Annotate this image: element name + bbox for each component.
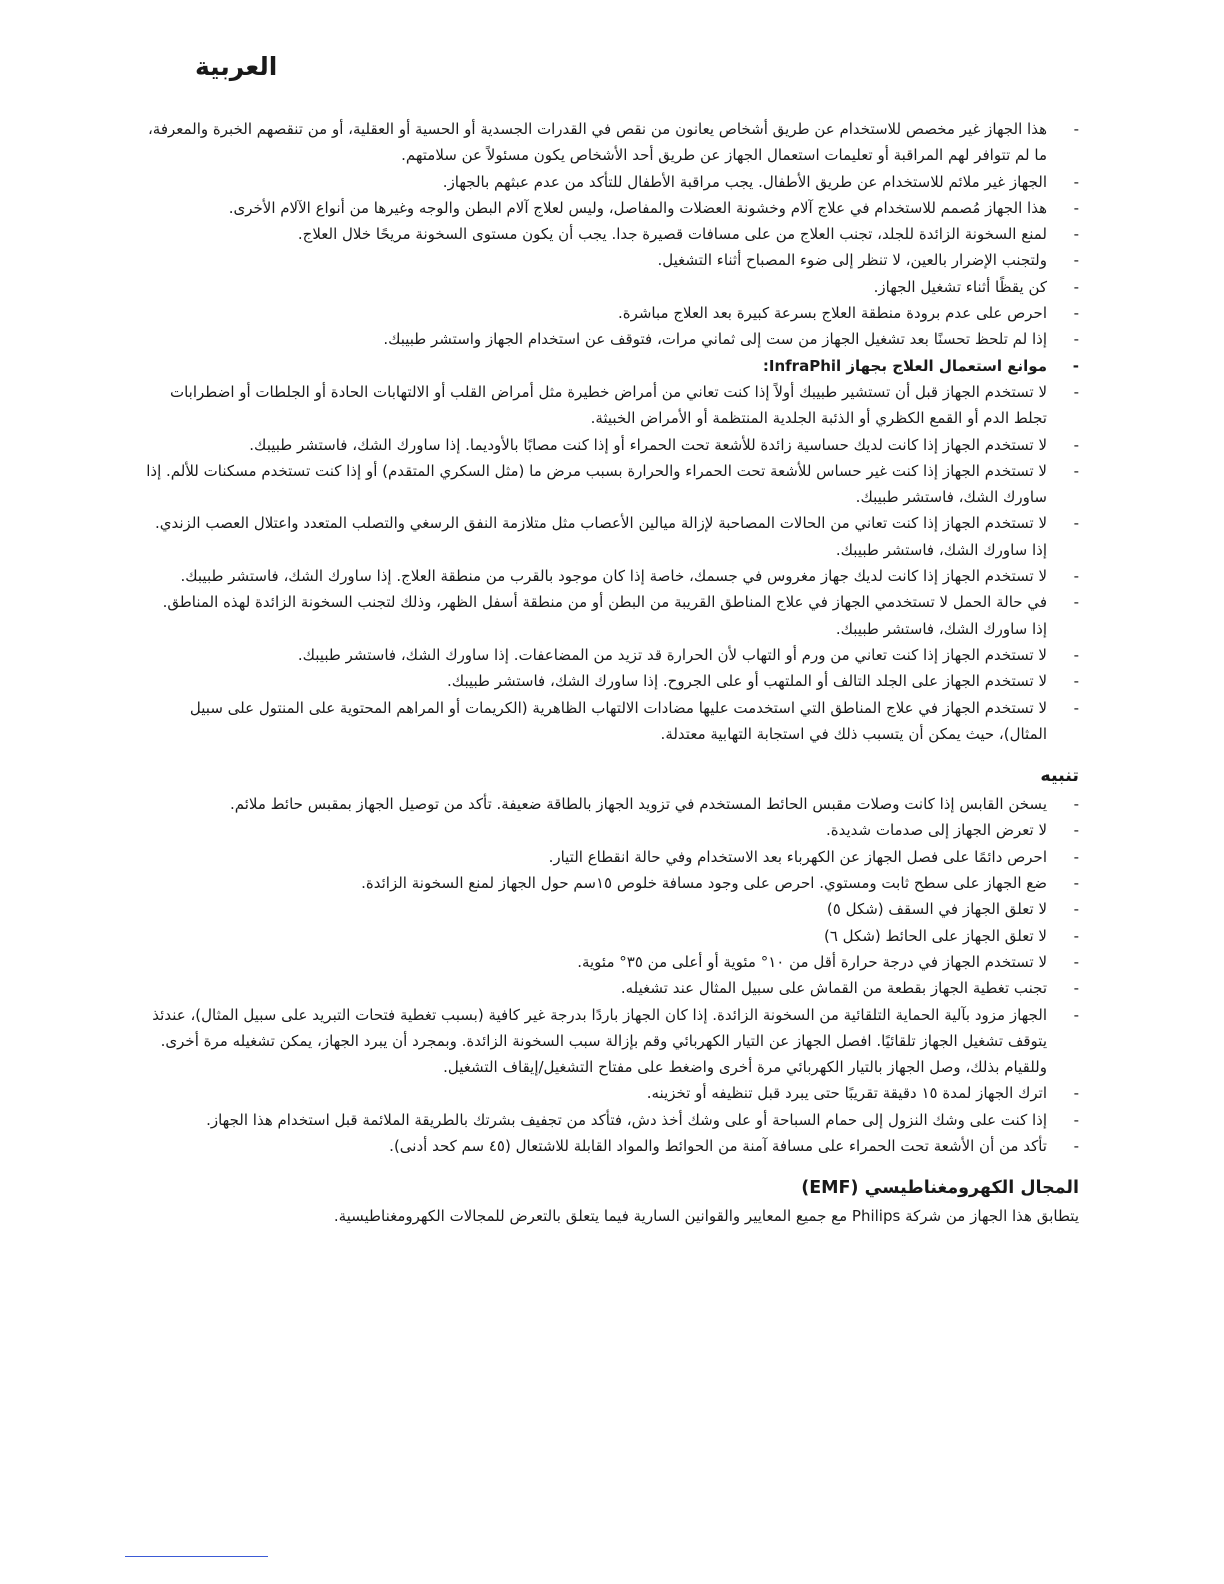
list-item: - تأكد من أن الأشعة تحت الحمراء على مسافة آمنة من الحوائط والمواد القابلة للاشتعال (٤٥ سم كحد أدنى).	[144, 1133, 1079, 1159]
list-item: - اترك الجهاز لمدة ١٥ دقيقة تقريبًا حتى يبرد قبل تنظيفه أو تخزينه.	[144, 1080, 1079, 1106]
list-item: - لا تستخدم الجهاز قبل أن تستشير طبيبك أولاً إذا كنت تعاني من أمراض خطيرة مثل أمراض القلب أو الالتهابات الحادة أو الجلطات أو اضطرابات تجلط الدم أو القمع الكظري أو الذئبة الجلدية المنتظمة أو الأمراض الخبيثة.	[144, 379, 1079, 432]
list-item: - لا تستخدم الجهاز إذا كنت تعاني من ورم أو التهاب لأن الحرارة قد تزيد من المضاعفات. إذا ساورك الشك، فاستشر طبيبك.	[144, 642, 1079, 668]
list-item: - إذا لم تلحظ تحسنًا بعد تشغيل الجهاز من ست إلى ثماني مرات، فتوقف عن استخدام الجهاز واستشر طبيبك.	[144, 326, 1079, 352]
list-item: - لا تستخدم الجهاز إذا كنت تعاني من الحالات المصاحبة لإزالة ميالين الأعصاب مثل متلازمة النفق الرسغي والتصلب المتعدد واعتلال العصب الزندي. إذا ساورك الشك، فاستشر طبيبك.	[144, 510, 1079, 563]
list-item: - في حالة الحمل لا تستخدمي الجهاز في علاج المناطق القريبة من البطن أو من منطقة أسفل الظهر، وذلك لتجنب السخونة الزائدة لهذه المناطق. إذا ساورك الشك، فاستشر طبيبك.	[144, 589, 1079, 642]
list-item: - هذا الجهاز مُصمم للاستخدام في علاج آلام وخشونة العضلات والمفاصل، وليس لعلاج آلام البطن والوجه وغيرها من أنواع الآلام الأخرى.	[144, 195, 1079, 221]
warnings-list	[144, 116, 1079, 747]
safety-content	[144, 116, 1079, 1230]
list-item: - لمنع السخونة الزائدة للجلد، تجنب العلاج من على مسافات قصيرة جدا. يجب أن يكون مستوى السخونة مريحًا خلال العلاج.	[144, 221, 1079, 247]
list-item: - لا تستخدم الجهاز إذا كانت لديك جهاز مغروس في جسمك، خاصة إذا كان موجود بالقرب من منطقة العلاج. إذا ساورك الشك، فاستشر طبيبك.	[144, 563, 1079, 589]
emf-heading: المجال الكهرومغناطيسي (EMF)	[801, 1178, 1079, 1199]
footnote-divider	[125, 1556, 268, 1557]
list-item: - لا تستخدم الجهاز إذا كانت لديك حساسية زائدة للأشعة تحت الحمراء أو إذا كنت مصابًا بالأوديما. إذا ساورك الشك، فاستشر طبيبك.	[144, 432, 1079, 458]
list-item: - تجنب تغطية الجهاز بقطعة من القماش على سبيل المثال عند تشغيله.	[144, 975, 1079, 1001]
language-title: العربية	[195, 52, 278, 81]
list-item: - يسخن القابس إذا كانت وصلات مقبس الحائط المستخدم في تزويد الجهاز بالطاقة ضعيفة. تأكد من توصيل الجهاز بمقبس حائط ملائم.	[144, 791, 1079, 817]
list-item: - الجهاز غير ملائم للاستخدام عن طريق الأطفال. يجب مراقبة الأطفال للتأكد من عدم عبثهم بالجهاز.	[144, 169, 1079, 195]
list-item: - ضع الجهاز على سطح ثابت ومستوي. احرص على وجود مسافة خلوص ١٥سم حول الجهاز لمنع السخونة الزائدة.	[144, 870, 1079, 896]
list-item: - إذا كنت على وشك النزول إلى حمام السباحة أو على وشك أخذ دش، فتأكد من تجفيف بشرتك بالطريقة الملائمة قبل استخدام هذا الجهاز.	[144, 1107, 1079, 1133]
list-item: - كن يقظًا أثناء تشغيل الجهاز.	[144, 274, 1079, 300]
list-item: - لا تعرض الجهاز إلى صدمات شديدة.	[144, 817, 1079, 843]
caution-list	[144, 791, 1079, 1159]
caution-heading: تنبيه	[1040, 766, 1079, 787]
list-item: - الجهاز مزود بآلية الحماية التلقائية من السخونة الزائدة. إذا كان الجهاز باردًا بدرجة غير كافية (بسبب تغطية فتحات التبريد على سبيل المثال)، عندئذ يتوقف تشغيل الجهاز تلقائيًا. افصل الجهاز عن التيار الكهربائي وقم بإزالة سبب السخونة الزائدة. وبمجرد أن يبرد الجهاز، يمكن تشغيله مرة أخرى. وللقيام بذلك، وصل الجهاز بالتيار الكهربائي مرة أخرى واضغط على مفتاح التشغيل/إيقاف التشغيل.	[144, 1002, 1079, 1081]
list-item: - لا تعلق الجهاز في السقف (شكل ٥)	[144, 896, 1079, 922]
list-item: - لا تستخدم الجهاز في درجة حرارة أقل من ١٠° مئوية أو أعلى من ٣٥° مئوية.	[144, 949, 1079, 975]
contraindications-title: - موانع استعمال العلاج بجهاز InfraPhil:	[144, 353, 1079, 379]
list-item: - لا تستخدم الجهاز على الجلد التالف أو الملتهب أو على الجروح. إذا ساورك الشك، فاستشر طبيبك.	[144, 668, 1079, 694]
list-item: - هذا الجهاز غير مخصص للاستخدام عن طريق أشخاص يعانون من نقص في القدرات الجسدية أو الحسية أو العقلية، أو من تنقصهم الخبرة والمعرفة، ما لم تتوافر لهم المراقبة أو تعليمات استعمال الجهاز عن طريق أحد الأشخاص يكون مسئولاً عن سلامتهم.	[144, 116, 1079, 169]
emf-text: يتطابق هذا الجهاز من شركة Philips مع جميع المعايير والقوانين السارية فيما يتعلق بالتعرض للمجالات الكهرومغناطيسية.	[333, 1207, 1079, 1226]
list-item: - لا تستخدم الجهاز إذا كنت غير حساس للأشعة تحت الحمراء والحرارة بسبب مرض ما (مثل السكري المتقدم) أو إذا كنت تستخدم مسكنات للألم. إذا ساورك الشك، فاستشر طبيبك.	[144, 458, 1079, 511]
list-item: - احرص على عدم برودة منطقة العلاج بسرعة كبيرة بعد العلاج مباشرة.	[144, 300, 1079, 326]
list-item: - ولتجنب الإضرار بالعين، لا تنظر إلى ضوء المصباح أثناء التشغيل.	[144, 247, 1079, 273]
list-item: - لا تستخدم الجهاز في علاج المناطق التي استخدمت عليها مضادات الالتهاب الظاهرية (الكريمات أو المراهم المحتوية على المنتول على سبيل المثال)، حيث يمكن أن يتسبب ذلك في استجابة التهابية معتدلة.	[144, 695, 1079, 748]
list-item: - لا تعلق الجهاز على الحائط (شكل ٦)	[144, 923, 1079, 949]
list-item: - احرص دائمًا على فصل الجهاز عن الكهرباء بعد الاستخدام وفي حالة انقطاع التيار.	[144, 844, 1079, 870]
